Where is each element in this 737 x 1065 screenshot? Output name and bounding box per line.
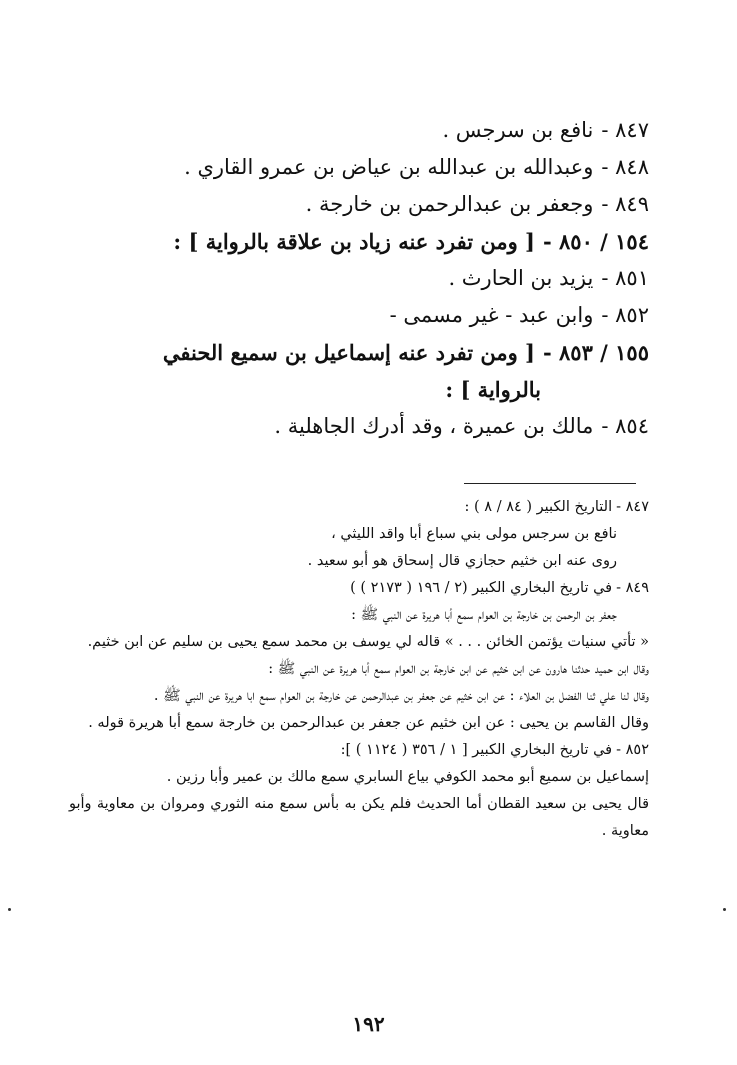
entry-number: ٨٤٩ - (601, 192, 649, 216)
note-body: وقال لنا علي ثنا الفضل بن العلاء : عن ابن خثيم عن جعفر بن عبدالرحمن عن خارجة بن العوام سمع ابا هريرة عن النبي ﷺ . (153, 688, 649, 704)
note-number: ٨٥٢ - (616, 742, 649, 758)
entry-text: بالرواية ] : (445, 377, 541, 402)
note-heading-849 (69, 575, 649, 602)
note-body: نافع بن سرجس مولى بني سباع أبا واقد الليثي ، (331, 526, 617, 542)
main-entry-850-heading (79, 223, 649, 260)
entry-number: ٨٤٧ - (601, 118, 649, 142)
note-body: « تأتي سنيات يؤتمن الخائن . . . » قاله لي يوسف بن محمد سمع يحيى بن سليم عن ابن خثيم. (87, 634, 649, 650)
scan-speck (723, 908, 726, 911)
entry-text: [ ومن تفرد عنه زياد بن علاقة بالرواية ] : (173, 229, 535, 254)
entry-number: ٨٤٨ - (601, 155, 649, 179)
note-body: وقال ابن حميد حدثنا هارون عن ابن خثيم عن ابن خارجة بن العوام سمع أبا هريرة عن النبي ﷺ : (268, 661, 649, 677)
note-number: ٨٤٧ - (616, 499, 649, 515)
note-heading-852 (69, 737, 649, 764)
entry-text: يزيد بن الحارث . (448, 266, 594, 290)
page-number: ١٩٢ (352, 1012, 385, 1036)
note-body: قال يحيى بن سعيد القطان أما الحديث فلم يكن به بأس سمع منه الثوري ومروان بن معاوية وأبو معاوية . (69, 796, 649, 839)
footnote-divider (464, 483, 636, 484)
main-entry-853-continuation (79, 371, 649, 408)
main-entry-852 (79, 297, 649, 334)
main-entry-849 (79, 186, 649, 223)
note-body: روى عنه ابن خثيم حجازي قال إسحاق هو أبو سعيد . (307, 553, 617, 569)
entry-text: وعبدالله بن عبدالله بن عياض بن عمرو القاري . (184, 155, 594, 179)
main-text (79, 112, 649, 445)
entry-number: ٨٥١ - (601, 266, 649, 290)
footnotes (69, 494, 649, 845)
entry-number: ١٥٥ / ٨٥٣ - (542, 340, 649, 365)
main-entry-851 (79, 260, 649, 297)
note-heading-847 (69, 494, 649, 521)
entry-text: وجعفر بن عبدالرحمن بن خارجة . (305, 192, 594, 216)
scan-speck (8, 908, 11, 911)
entry-number: ٨٥٤ - (601, 414, 649, 438)
entry-text: مالك بن عميرة ، وقد أدرك الجاهلية . (274, 414, 594, 438)
entry-text: نافع بن سرجس . (442, 118, 594, 142)
note-body: جعفر بن الرحمن بن خارجة بن العوام سمع أبا هريرة عن النبي ﷺ : (351, 607, 617, 623)
note-text: في تاريخ البخاري الكبير [ ١ / ٣٥٦ ( ١١٢٤ ) ]: (340, 742, 613, 758)
note-text: التاريخ الكبير ( ٨٤ / ٨ ) : (464, 499, 613, 515)
entry-number: ٨٥٢ - (601, 303, 649, 327)
note-body: وقال القاسم بن يحيى : عن ابن خثيم عن جعفر بن عبدالرحمن بن خارجة سمع أبا هريرة قوله . (88, 715, 649, 731)
main-entry-853-heading (79, 334, 649, 371)
note-text: في تاريخ البخاري الكبير (٢ / ١٩٦ ( ٢١٧٣ ) ) (350, 580, 613, 596)
entry-text: وابن عبد - غير مسمى - (389, 303, 594, 327)
entry-number: ١٥٤ / ٨٥٠ - (542, 229, 649, 254)
main-entry-847 (79, 112, 649, 149)
entry-text: [ ومن تفرد عنه إسماعيل بن سميع الحنفي (162, 340, 535, 365)
main-entry-854 (79, 408, 649, 445)
note-number: ٨٤٩ - (616, 580, 649, 596)
note-body: إسماعيل بن سميع أبو محمد الكوفي بياع السابري سمع مالك بن عمير وأبا رزين . (166, 769, 649, 785)
main-entry-848 (79, 149, 649, 186)
